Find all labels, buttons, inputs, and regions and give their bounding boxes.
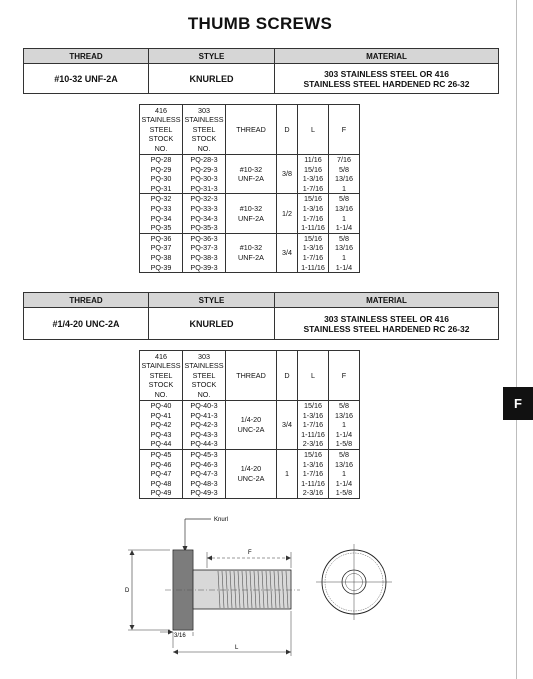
material-line-2: STAINLESS STEEL HARDENED RC 26-32 — [303, 78, 470, 89]
material-value — [275, 64, 499, 94]
thread-cell — [226, 401, 277, 450]
header-line: NO. — [197, 143, 211, 153]
cell-line: 1/4-20 — [240, 464, 262, 474]
header-line: STOCK — [191, 134, 217, 144]
material-value — [275, 308, 499, 340]
header-line: STEEL — [149, 370, 173, 380]
f-label: F — [248, 550, 252, 556]
header-line: NO. — [154, 389, 168, 399]
header-line: 303 — [198, 105, 210, 115]
cell-line: 15/16 — [304, 401, 322, 410]
cell-line: 1-7/16 — [302, 183, 324, 193]
cell-line: PQ-38 — [150, 252, 172, 262]
cell-line: PQ-46-3 — [190, 459, 218, 469]
cell-line: PQ-28 — [150, 155, 172, 164]
cell-line: 15/16 — [304, 233, 322, 243]
header-line: STAINLESS — [141, 115, 181, 125]
cell-line: 15/16 — [304, 164, 322, 174]
cell-line: UNC-2A — [237, 424, 265, 434]
cell-line: PQ-35 — [150, 223, 172, 233]
cell-line: 1-7/16 — [302, 469, 324, 479]
f-cell — [329, 233, 360, 272]
head-arrow — [168, 630, 173, 635]
part-303-cell — [183, 449, 226, 498]
material-line-2: STAINLESS STEEL HARDENED RC 26-32 — [303, 323, 470, 334]
cell-line: 5/8 — [339, 233, 349, 243]
thread-value: #1/4-20 UNC-2A — [24, 308, 149, 340]
cell-line: PQ-37 — [150, 243, 172, 253]
thread-header: THREAD — [24, 293, 149, 308]
l-label: L — [235, 645, 239, 651]
cell-line: PQ-38-3 — [190, 252, 218, 262]
f-cell — [329, 155, 360, 194]
cell-line: PQ-33-3 — [190, 203, 218, 213]
l-cell — [298, 401, 329, 450]
d-cell: 1 — [277, 449, 298, 498]
col-303-header — [183, 105, 226, 155]
material-line-1: 303 STAINLESS STEEL OR 416 — [324, 313, 449, 324]
cell-line: 1-11/16 — [301, 262, 325, 272]
cell-line: 1-11/16 — [301, 223, 325, 233]
cell-line: 1-1/4 — [335, 429, 353, 439]
f-cell — [329, 449, 360, 498]
cell-line: 1-11/16 — [301, 429, 325, 439]
cell-line: 1-3/16 — [302, 174, 324, 184]
style-header: STYLE — [149, 49, 275, 64]
col-thread-header: THREAD — [226, 105, 277, 155]
cell-line: 5/8 — [339, 401, 349, 410]
cell-line: UNF-2A — [238, 252, 264, 262]
cell-line: PQ-31-3 — [190, 183, 218, 193]
part-table-2 — [139, 350, 360, 499]
cell-line: PQ-32-3 — [190, 194, 218, 204]
cell-line: 1-3/16 — [302, 459, 324, 469]
cell-line: PQ-49 — [150, 488, 172, 498]
cell-line: 7/16 — [337, 155, 351, 164]
style-value: KNURLED — [149, 308, 275, 340]
page-edge-rule — [516, 0, 517, 679]
col-l-header: L — [298, 105, 329, 155]
cell-line: 1/4-20 — [240, 415, 262, 425]
part-table-1 — [139, 104, 360, 273]
cell-line: PQ-39-3 — [190, 262, 218, 272]
part-416-cell — [140, 401, 183, 450]
cell-line: 1 — [342, 213, 346, 223]
cell-line: PQ-43-3 — [190, 429, 218, 439]
material-header: MATERIAL — [275, 293, 499, 308]
header-line: STEEL — [192, 370, 216, 380]
cell-line: 1-3/16 — [302, 243, 324, 253]
style-header: STYLE — [149, 293, 275, 308]
d-label: D — [125, 588, 130, 594]
cell-line: 1-3/16 — [302, 203, 324, 213]
col-d-header: D — [277, 351, 298, 401]
cell-line: PQ-28-3 — [190, 155, 218, 164]
cell-line: 2-3/16 — [302, 488, 324, 498]
header-line: STEEL — [192, 124, 216, 134]
thread-value: #10-32 UNF-2A — [24, 64, 149, 94]
l-arrow — [173, 650, 178, 655]
thread-cell — [226, 194, 277, 233]
thread-cell — [226, 155, 277, 194]
d-cell: 3/8 — [277, 155, 298, 194]
header-line: 303 — [198, 351, 210, 361]
f-cell — [329, 194, 360, 233]
header-line: STOCK — [191, 380, 217, 390]
knurl-label: Knurl — [214, 517, 229, 523]
header-line: NO. — [197, 389, 211, 399]
cell-line: PQ-49-3 — [190, 488, 218, 498]
part-303-cell — [183, 155, 226, 194]
cell-line: PQ-43 — [150, 429, 172, 439]
f-cell — [329, 401, 360, 450]
part-416-cell — [140, 449, 183, 498]
cell-line: PQ-30 — [150, 174, 172, 184]
header-line: STOCK — [148, 380, 174, 390]
l-arrow — [286, 650, 291, 655]
cell-line: PQ-42-3 — [190, 420, 218, 430]
part-303-cell — [183, 194, 226, 233]
cell-line: PQ-42 — [150, 420, 172, 430]
header-line: STAINLESS — [184, 115, 224, 125]
col-303-header — [183, 351, 226, 401]
col-thread-header: THREAD — [226, 351, 277, 401]
part-303-cell — [183, 233, 226, 272]
cell-line: 1-3/16 — [302, 410, 324, 420]
cell-line: PQ-36 — [150, 233, 172, 243]
part-303-cell — [183, 401, 226, 450]
cell-line: 15/16 — [304, 194, 322, 204]
style-value: KNURLED — [149, 64, 275, 94]
cell-line: 1-5/8 — [335, 488, 353, 498]
spec-header-table-1 — [23, 48, 499, 94]
thread-cell — [226, 449, 277, 498]
part-416-cell — [140, 194, 183, 233]
cell-line: 1 — [342, 420, 346, 430]
section-tab-f: F — [503, 387, 533, 420]
f-arrow — [207, 556, 212, 561]
cell-line: PQ-31 — [150, 183, 172, 193]
header-line: 416 — [155, 105, 167, 115]
thread-header: THREAD — [24, 49, 149, 64]
cell-line: 1-1/4 — [335, 262, 353, 272]
cell-line: 1-7/16 — [302, 213, 324, 223]
cell-line: 5/8 — [339, 194, 349, 204]
thread-cell — [226, 233, 277, 272]
l-cell — [298, 449, 329, 498]
cell-line: 15/16 — [304, 449, 322, 459]
table-row — [140, 233, 360, 272]
cell-line: #10-32 — [239, 243, 263, 253]
cell-line: 13/16 — [335, 459, 353, 469]
cell-line: #10-32 — [239, 203, 263, 213]
head-label: 3/16 — [174, 633, 186, 639]
part-416-cell — [140, 233, 183, 272]
d-arrow — [130, 625, 135, 630]
cell-line: PQ-40-3 — [190, 401, 218, 410]
cell-line: PQ-40 — [150, 401, 172, 410]
cell-line: 13/16 — [335, 410, 353, 420]
cell-line: #10-32 — [239, 164, 263, 174]
cell-line: PQ-30-3 — [190, 174, 218, 184]
part-416-cell — [140, 155, 183, 194]
col-416-header — [140, 351, 183, 401]
header-line: STOCK — [148, 134, 174, 144]
table-row — [140, 194, 360, 233]
cell-line: 1-7/16 — [302, 252, 324, 262]
cell-line: 5/8 — [339, 164, 349, 174]
cell-line: PQ-45-3 — [190, 449, 218, 459]
material-header: MATERIAL — [275, 49, 499, 64]
cell-line: 13/16 — [335, 243, 353, 253]
cell-line: PQ-44 — [150, 439, 172, 449]
cell-line: 1-7/16 — [302, 420, 324, 430]
thumb-screw-drawing — [110, 508, 410, 658]
cell-line: PQ-47-3 — [190, 469, 218, 479]
table-row — [140, 155, 360, 194]
material-line-1: 303 STAINLESS STEEL OR 416 — [324, 68, 449, 79]
l-cell — [298, 194, 329, 233]
cell-line: PQ-48 — [150, 478, 172, 488]
cell-line: PQ-41-3 — [190, 410, 218, 420]
cell-line: PQ-48-3 — [190, 478, 218, 488]
cell-line: 1-5/8 — [335, 439, 353, 449]
cell-line: PQ-41 — [150, 410, 172, 420]
table-row — [140, 449, 360, 498]
cell-line: UNC-2A — [237, 473, 265, 483]
page-title: THUMB SCREWS — [187, 14, 333, 33]
header-line: NO. — [154, 143, 168, 153]
cell-line: 11/16 — [304, 155, 322, 164]
d-cell: 1/2 — [277, 194, 298, 233]
cell-line: PQ-35-3 — [190, 223, 218, 233]
cell-line: UNF-2A — [238, 213, 264, 223]
header-line: 416 — [155, 351, 167, 361]
cell-line: 2-3/16 — [302, 439, 324, 449]
header-line: STEEL — [149, 124, 173, 134]
cell-line: 1 — [342, 252, 346, 262]
header-line: STAINLESS — [141, 361, 181, 371]
cell-line: PQ-29-3 — [190, 164, 218, 174]
cell-line: PQ-39 — [150, 262, 172, 272]
cell-line: PQ-36-3 — [190, 233, 218, 243]
d-cell: 3/4 — [277, 401, 298, 450]
cell-line: PQ-45 — [150, 449, 172, 459]
f-arrow — [286, 556, 291, 561]
spec-header-table-2 — [23, 292, 499, 340]
cell-line: PQ-47 — [150, 469, 172, 479]
cell-line: UNF-2A — [238, 174, 264, 184]
cell-line: 1-1/4 — [335, 478, 353, 488]
cell-line: 1-11/16 — [301, 478, 325, 488]
cell-line: 1 — [342, 183, 346, 193]
cell-line: PQ-37-3 — [190, 243, 218, 253]
l-cell — [298, 155, 329, 194]
l-cell — [298, 233, 329, 272]
col-f-header: F — [329, 351, 360, 401]
cell-line: PQ-32 — [150, 194, 172, 204]
cell-line: 13/16 — [335, 174, 353, 184]
col-f-header: F — [329, 105, 360, 155]
col-l-header: L — [298, 351, 329, 401]
cell-line: 1 — [342, 469, 346, 479]
table-row — [140, 401, 360, 450]
cell-line: PQ-33 — [150, 203, 172, 213]
cell-line: PQ-46 — [150, 459, 172, 469]
header-line: STAINLESS — [184, 361, 224, 371]
cell-line: PQ-29 — [150, 164, 172, 174]
d-arrow — [130, 550, 135, 555]
cell-line: PQ-34 — [150, 213, 172, 223]
col-416-header — [140, 105, 183, 155]
cell-line: 5/8 — [339, 449, 349, 459]
col-d-header: D — [277, 105, 298, 155]
cell-line: 1-1/4 — [335, 223, 353, 233]
cell-line: PQ-44-3 — [190, 439, 218, 449]
cell-line: PQ-34-3 — [190, 213, 218, 223]
cell-line: 13/16 — [335, 203, 353, 213]
d-cell: 3/4 — [277, 233, 298, 272]
